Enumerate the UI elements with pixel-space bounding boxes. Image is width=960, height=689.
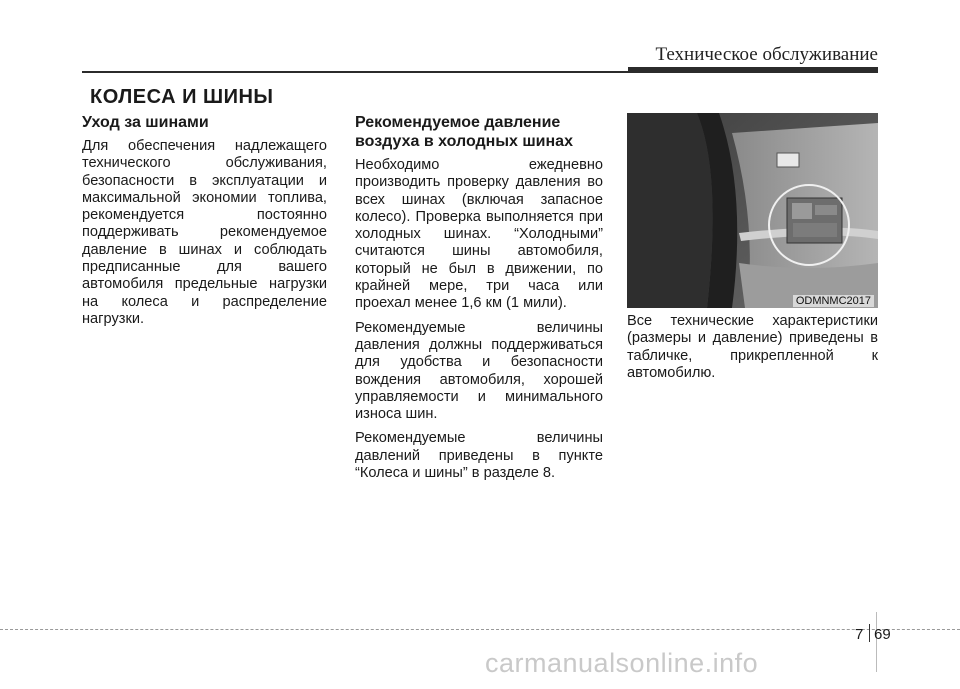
page-number-divider	[869, 624, 870, 642]
tire-care-heading: Уход за шинами	[82, 114, 209, 131]
footer-dashed-rule	[0, 629, 960, 630]
chapter-title: Техническое обслуживание	[655, 44, 878, 65]
column-tire-label	[627, 313, 878, 389]
photo-caption: ODMNMC2017	[793, 295, 874, 307]
door-pillar-illustration	[627, 113, 878, 308]
cold-pressure-paragraph-3: Рекомендуемые величины давлений приведены в пункте “Колеса и шины” в разделе 8.	[355, 430, 603, 482]
page-number: 69	[874, 626, 891, 643]
tire-label-paragraph: Все технические характеристики (размеры и давление) приведены в табличке, прикрепленной к автомобилю.	[627, 313, 878, 381]
watermark: carmanualsonline.info	[485, 648, 759, 678]
tire-care-paragraph: Для обеспечения надлежащего технического обслуживания, безопасности в эксплуатации и максимальной экономии топлива, рекомендуется постоянно поддерживать рекомендуемое давление в шинах и соблюдать предписанные для вашего автомобиля предельные нагрузки на колеса и распределение нагрузки.	[82, 138, 327, 327]
cold-pressure-paragraph-1: Необходимо ежедневно производить проверку давления во всех шинах (включая запасное колесо). Проверка выполняется при холодных шинах. “Холодными” считаются шины автомобиля, который не был в движении, по крайней мере, три часа или проехал менее 1,6 км (1 мили).	[355, 157, 603, 312]
cold-pressure-paragraph-2: Рекомендуемые величины давления должны поддерживаться для удобства и безопасности вождения автомобиля, хорошей управляемости и минимального износа шин.	[355, 319, 603, 423]
section-title: КОЛЕСА И ШИНЫ	[90, 86, 274, 108]
page-chapter-number: 7	[855, 626, 864, 643]
header-accent-bar	[628, 67, 878, 73]
column-tire-care	[82, 113, 327, 335]
cold-pressure-heading: Рекомендуемое давление воздуха в холодных шинах	[355, 114, 573, 150]
column-cold-pressure	[355, 113, 603, 489]
door-pillar-photo	[627, 113, 878, 308]
